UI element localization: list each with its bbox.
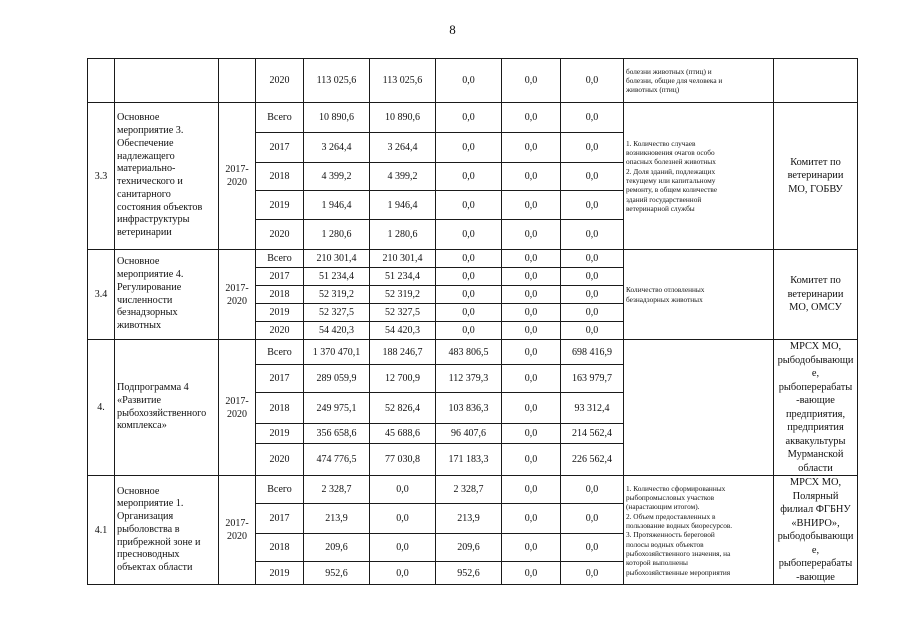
activity-name-cell: Основное мероприятие 3. Обеспечение надлежащего материально- технического и санитарного состояния объектов инфраструктуры ветеринарии bbox=[115, 103, 219, 250]
local-budget-cell: 0,0 bbox=[502, 322, 561, 340]
local-budget-cell: 0,0 bbox=[502, 103, 561, 133]
regional-budget-cell: 10 890,6 bbox=[370, 103, 436, 133]
local-budget-cell: 0,0 bbox=[502, 365, 561, 393]
federal-budget-cell: 0,0 bbox=[436, 163, 502, 191]
regional-budget-cell: 52 327,5 bbox=[370, 304, 436, 322]
activity-name-cell: Подпрограмма 4 «Развитие рыбохозяйственного комплекса» bbox=[115, 340, 219, 476]
year-cell: 2019 bbox=[256, 191, 304, 220]
federal-budget-cell: 96 407,6 bbox=[436, 423, 502, 443]
indicator-cell: 1. Количество случаев возникновения очагов особо опасных болезней животных 2. Доля зданий, подлежащих текущему или капитальному ремонту, в общем количестве зданий государственной ветеринарной службы bbox=[624, 103, 774, 250]
regional-budget-cell: 52 826,4 bbox=[370, 393, 436, 423]
other-sources-cell: 0,0 bbox=[561, 103, 624, 133]
federal-budget-cell: 0,0 bbox=[436, 191, 502, 220]
regional-budget-cell: 51 234,4 bbox=[370, 268, 436, 286]
program-funding-table bbox=[87, 58, 858, 585]
total-value-cell: 51 234,4 bbox=[304, 268, 370, 286]
local-budget-cell: 0,0 bbox=[502, 562, 561, 585]
other-sources-cell: 0,0 bbox=[561, 322, 624, 340]
federal-budget-cell: 0,0 bbox=[436, 220, 502, 250]
regional-budget-cell: 54 420,3 bbox=[370, 322, 436, 340]
row-number-cell: 4.1 bbox=[88, 476, 115, 585]
total-value-cell: 52 319,2 bbox=[304, 286, 370, 304]
regional-budget-cell: 1 280,6 bbox=[370, 220, 436, 250]
federal-budget-cell: 0,0 bbox=[436, 322, 502, 340]
total-value-cell: 2 328,7 bbox=[304, 476, 370, 504]
year-cell: 2017 bbox=[256, 504, 304, 534]
year-cell: 2019 bbox=[256, 304, 304, 322]
other-sources-cell: 93 312,4 bbox=[561, 393, 624, 423]
total-value-cell: 210 301,4 bbox=[304, 250, 370, 268]
local-budget-cell: 0,0 bbox=[502, 304, 561, 322]
federal-budget-cell: 483 806,5 bbox=[436, 340, 502, 365]
other-sources-cell: 0,0 bbox=[561, 304, 624, 322]
total-value-cell: 474 776,5 bbox=[304, 443, 370, 475]
total-value-cell: 52 327,5 bbox=[304, 304, 370, 322]
federal-budget-cell: 0,0 bbox=[436, 103, 502, 133]
year-cell: 2020 bbox=[256, 322, 304, 340]
other-sources-cell: 0,0 bbox=[561, 504, 624, 534]
other-sources-cell: 163 979,7 bbox=[561, 365, 624, 393]
local-budget-cell: 0,0 bbox=[502, 504, 561, 534]
row-number-cell: 3.3 bbox=[88, 103, 115, 250]
local-budget-cell: 0,0 bbox=[502, 191, 561, 220]
other-sources-cell: 0,0 bbox=[561, 59, 624, 103]
responsible-cell: Комитет по ветеринарии МО, ОМСУ bbox=[774, 250, 858, 340]
federal-budget-cell: 0,0 bbox=[436, 133, 502, 163]
regional-budget-cell: 77 030,8 bbox=[370, 443, 436, 475]
federal-budget-cell: 112 379,3 bbox=[436, 365, 502, 393]
regional-budget-cell: 52 319,2 bbox=[370, 286, 436, 304]
other-sources-cell: 0,0 bbox=[561, 268, 624, 286]
regional-budget-cell: 45 688,6 bbox=[370, 423, 436, 443]
year-cell: 2018 bbox=[256, 393, 304, 423]
local-budget-cell: 0,0 bbox=[502, 423, 561, 443]
year-cell: Всего bbox=[256, 340, 304, 365]
year-cell: 2017 bbox=[256, 133, 304, 163]
table-row bbox=[88, 103, 858, 133]
year-cell: Всего bbox=[256, 103, 304, 133]
total-value-cell: 213,9 bbox=[304, 504, 370, 534]
year-cell: 2017 bbox=[256, 365, 304, 393]
total-value-cell: 289 059,9 bbox=[304, 365, 370, 393]
local-budget-cell: 0,0 bbox=[502, 133, 561, 163]
row-number-cell: 3.4 bbox=[88, 250, 115, 340]
activity-name-cell bbox=[115, 59, 219, 103]
total-value-cell: 1 280,6 bbox=[304, 220, 370, 250]
other-sources-cell: 226 562,4 bbox=[561, 443, 624, 475]
regional-budget-cell: 113 025,6 bbox=[370, 59, 436, 103]
year-cell: 2019 bbox=[256, 423, 304, 443]
federal-budget-cell: 0,0 bbox=[436, 268, 502, 286]
other-sources-cell: 0,0 bbox=[561, 220, 624, 250]
year-cell: 2018 bbox=[256, 163, 304, 191]
table-row bbox=[88, 250, 858, 268]
local-budget-cell: 0,0 bbox=[502, 286, 561, 304]
federal-budget-cell: 0,0 bbox=[436, 250, 502, 268]
responsible-cell: МРСХ МО, Полярный филиал ФГБНУ «ВНИРО», рыбодобывающи е, рыбоперерабаты -вающие bbox=[774, 476, 858, 585]
local-budget-cell: 0,0 bbox=[502, 393, 561, 423]
other-sources-cell: 698 416,9 bbox=[561, 340, 624, 365]
regional-budget-cell: 0,0 bbox=[370, 504, 436, 534]
total-value-cell: 249 975,1 bbox=[304, 393, 370, 423]
local-budget-cell: 0,0 bbox=[502, 340, 561, 365]
total-value-cell: 356 658,6 bbox=[304, 423, 370, 443]
total-value-cell: 10 890,6 bbox=[304, 103, 370, 133]
other-sources-cell: 0,0 bbox=[561, 133, 624, 163]
responsible-cell: МРСХ МО, рыбодобывающи е, рыбоперерабаты -вающие предприятия, предприятия аквакультуры Мурманской области bbox=[774, 340, 858, 476]
total-value-cell: 113 025,6 bbox=[304, 59, 370, 103]
total-value-cell: 1 946,4 bbox=[304, 191, 370, 220]
responsible-cell bbox=[774, 59, 858, 103]
total-value-cell: 209,6 bbox=[304, 534, 370, 562]
other-sources-cell: 214 562,4 bbox=[561, 423, 624, 443]
regional-budget-cell: 0,0 bbox=[370, 476, 436, 504]
row-number-cell bbox=[88, 59, 115, 103]
indicator-cell: 1. Количество сформированных рыбопромысловых участков (нарастающим итогом). 2. Объем предоставленных в пользование водных биоресурсов. 3. Протяженность береговой полосы водных объектов рыбохозяйственного значения, на которой выполнены рыбохозяйственные мероприятия bbox=[624, 476, 774, 585]
local-budget-cell: 0,0 bbox=[502, 268, 561, 286]
federal-budget-cell: 0,0 bbox=[436, 286, 502, 304]
total-value-cell: 952,6 bbox=[304, 562, 370, 585]
federal-budget-cell: 0,0 bbox=[436, 304, 502, 322]
regional-budget-cell: 0,0 bbox=[370, 534, 436, 562]
local-budget-cell: 0,0 bbox=[502, 163, 561, 191]
row-number-cell: 4. bbox=[88, 340, 115, 476]
other-sources-cell: 0,0 bbox=[561, 250, 624, 268]
local-budget-cell: 0,0 bbox=[502, 443, 561, 475]
responsible-cell: Комитет по ветеринарии МО, ГОБВУ bbox=[774, 103, 858, 250]
federal-budget-cell: 2 328,7 bbox=[436, 476, 502, 504]
total-value-cell: 3 264,4 bbox=[304, 133, 370, 163]
other-sources-cell: 0,0 bbox=[561, 163, 624, 191]
year-cell: Всего bbox=[256, 476, 304, 504]
year-cell: 2020 bbox=[256, 443, 304, 475]
local-budget-cell: 0,0 bbox=[502, 59, 561, 103]
year-cell: 2018 bbox=[256, 534, 304, 562]
total-value-cell: 1 370 470,1 bbox=[304, 340, 370, 365]
year-cell: 2020 bbox=[256, 59, 304, 103]
indicator-cell: Количество отловленных безнадзорных животных bbox=[624, 250, 774, 340]
federal-budget-cell: 103 836,3 bbox=[436, 393, 502, 423]
period-cell: 2017- 2020 bbox=[219, 476, 256, 585]
activity-name-cell: Основное мероприятие 4. Регулирование численности безнадзорных животных bbox=[115, 250, 219, 340]
table-row bbox=[88, 340, 858, 365]
total-value-cell: 54 420,3 bbox=[304, 322, 370, 340]
regional-budget-cell: 1 946,4 bbox=[370, 191, 436, 220]
regional-budget-cell: 188 246,7 bbox=[370, 340, 436, 365]
federal-budget-cell: 952,6 bbox=[436, 562, 502, 585]
period-cell: 2017- 2020 bbox=[219, 340, 256, 476]
period-cell: 2017- 2020 bbox=[219, 250, 256, 340]
other-sources-cell: 0,0 bbox=[561, 286, 624, 304]
total-value-cell: 4 399,2 bbox=[304, 163, 370, 191]
regional-budget-cell: 12 700,9 bbox=[370, 365, 436, 393]
other-sources-cell: 0,0 bbox=[561, 534, 624, 562]
period-cell: 2017- 2020 bbox=[219, 103, 256, 250]
other-sources-cell: 0,0 bbox=[561, 562, 624, 585]
federal-budget-cell: 0,0 bbox=[436, 59, 502, 103]
local-budget-cell: 0,0 bbox=[502, 534, 561, 562]
local-budget-cell: 0,0 bbox=[502, 220, 561, 250]
activity-name-cell: Основное мероприятие 1. Организация рыболовства в прибрежной зоне и пресноводных объектах области bbox=[115, 476, 219, 585]
regional-budget-cell: 4 399,2 bbox=[370, 163, 436, 191]
other-sources-cell: 0,0 bbox=[561, 476, 624, 504]
other-sources-cell: 0,0 bbox=[561, 191, 624, 220]
federal-budget-cell: 209,6 bbox=[436, 534, 502, 562]
table-row bbox=[88, 59, 858, 103]
federal-budget-cell: 171 183,3 bbox=[436, 443, 502, 475]
regional-budget-cell: 0,0 bbox=[370, 562, 436, 585]
indicator-cell bbox=[624, 340, 774, 476]
local-budget-cell: 0,0 bbox=[502, 250, 561, 268]
local-budget-cell: 0,0 bbox=[502, 476, 561, 504]
indicator-cell: болезни животных (птиц) и болезни, общие для человека и животных (птиц) bbox=[624, 59, 774, 103]
regional-budget-cell: 210 301,4 bbox=[370, 250, 436, 268]
year-cell: 2018 bbox=[256, 286, 304, 304]
year-cell: 2020 bbox=[256, 220, 304, 250]
table-row bbox=[88, 476, 858, 504]
page-number: 8 bbox=[449, 22, 456, 37]
period-cell bbox=[219, 59, 256, 103]
regional-budget-cell: 3 264,4 bbox=[370, 133, 436, 163]
federal-budget-cell: 213,9 bbox=[436, 504, 502, 534]
year-cell: 2019 bbox=[256, 562, 304, 585]
year-cell: 2017 bbox=[256, 268, 304, 286]
year-cell: Всего bbox=[256, 250, 304, 268]
